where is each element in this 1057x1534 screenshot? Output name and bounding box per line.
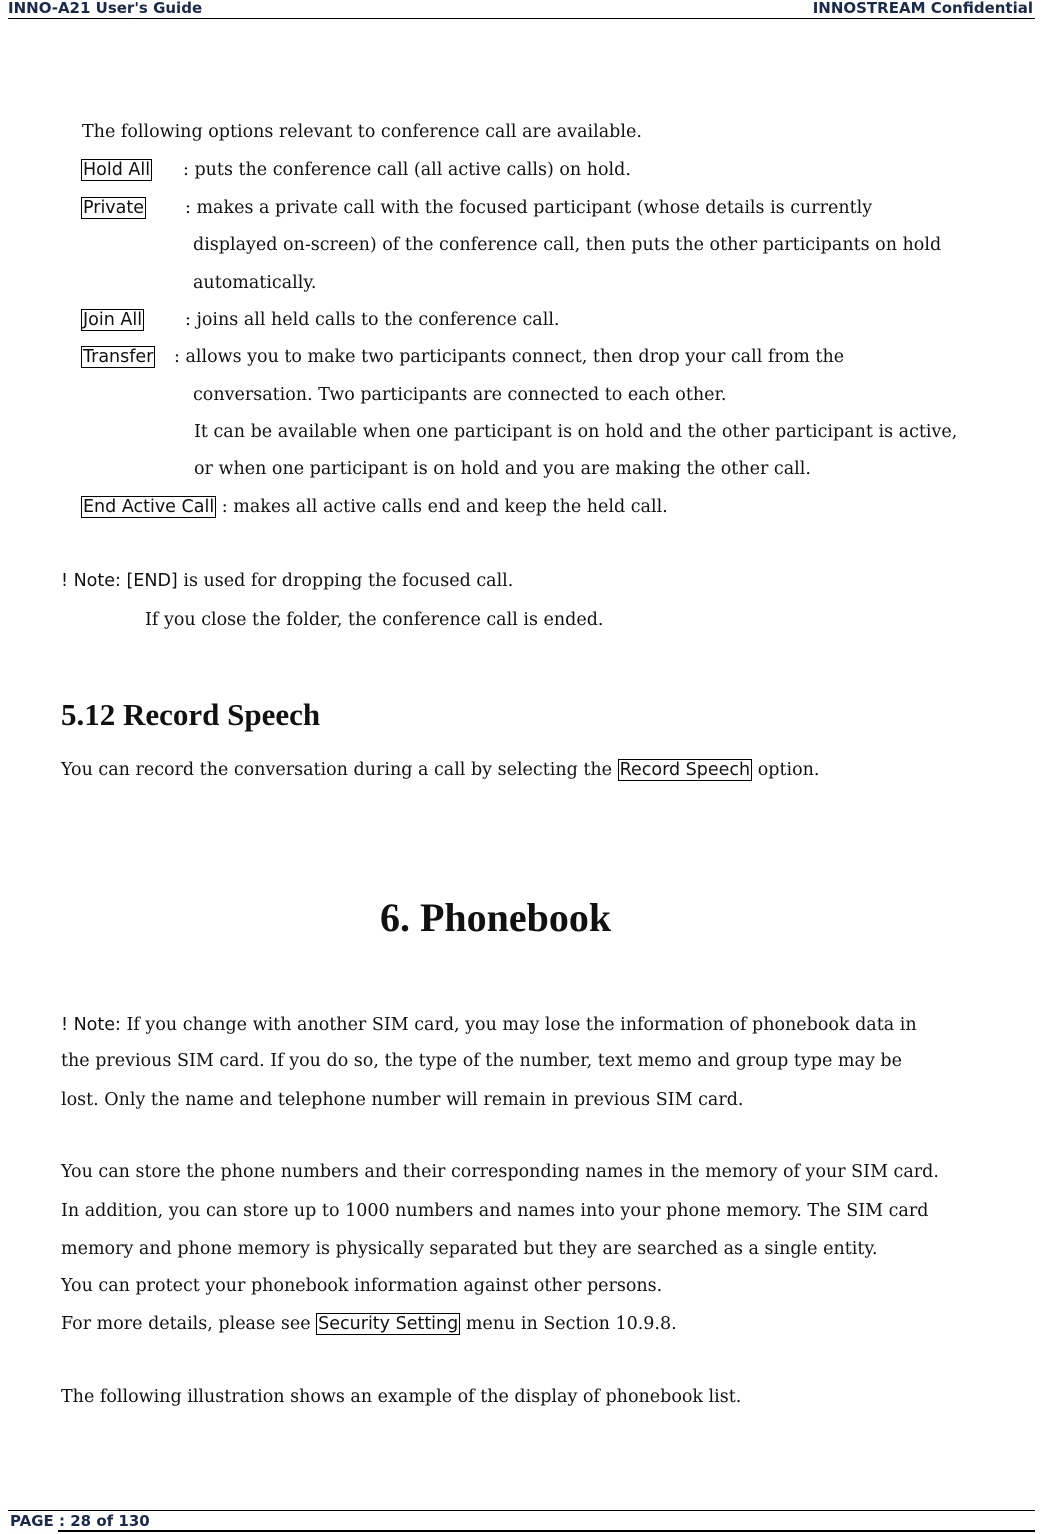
phonebook-para-line-3: memory and phone memory is physically separated but they are searched as a single entity. bbox=[61, 1239, 878, 1259]
record-speech-label: Record Speech bbox=[619, 760, 751, 780]
conference-intro: The following options relevant to conference call are available. bbox=[82, 122, 642, 142]
conference-note bbox=[61, 570, 513, 592]
transfer-desc-1: : allows you to make two participants connect, then drop your call from the bbox=[174, 347, 845, 367]
transfer-desc-3: It can be available when one participant is on hold and the other participant is active, bbox=[194, 422, 958, 442]
note-line-1: is used for dropping the focused call. bbox=[183, 571, 514, 591]
private-option bbox=[81, 197, 146, 219]
hold-all-option bbox=[81, 159, 152, 181]
phonebook-note-line-1 bbox=[61, 1014, 917, 1036]
private-desc-3: automatically. bbox=[193, 273, 317, 293]
transfer-label: Transfer bbox=[83, 347, 154, 367]
phonebook-para-line-4: You can protect your phonebook information against other persons. bbox=[61, 1276, 663, 1296]
hold-all-desc: : puts the conference call (all active calls) on hold. bbox=[183, 160, 631, 180]
record-speech-paragraph bbox=[61, 759, 819, 781]
phonebook-para-line-5 bbox=[61, 1313, 677, 1335]
phonebook-para-line-2: In addition, you can store up to 1000 numbers and names into your phone memory. The SIM card bbox=[61, 1201, 929, 1221]
page-number: PAGE : 28 of 130 bbox=[10, 1512, 150, 1530]
private-label: Private bbox=[83, 198, 145, 218]
record-text-before: You can record the conversation during a call by selecting the bbox=[61, 760, 613, 780]
end-active-call-desc: : makes all active calls end and keep the held call. bbox=[221, 497, 668, 517]
hold-all-label: Hold All bbox=[83, 160, 151, 180]
footer-bottom-rule bbox=[58, 1530, 1035, 1532]
private-desc-2: displayed on-screen) of the conference call, then puts the other participants on hold bbox=[193, 235, 942, 255]
phonebook-para-line-1: You can store the phone numbers and their corresponding names in the memory of your SIM card. bbox=[61, 1162, 939, 1182]
end-active-call-label: End Active Call bbox=[83, 497, 215, 517]
footer-top-rule bbox=[8, 1510, 1035, 1511]
phonebook-note-line-3: lost. Only the name and telephone number will remain in previous SIM card. bbox=[61, 1090, 744, 1110]
phonebook-illustration-intro: The following illustration shows an example of the display of phonebook list. bbox=[61, 1387, 742, 1407]
page-header bbox=[8, 0, 1035, 19]
security-setting-label: Security Setting bbox=[318, 1314, 459, 1334]
transfer-desc-4: or when one participant is on hold and you are making the other call. bbox=[194, 459, 811, 479]
note-line-2: If you close the folder, the conference call is ended. bbox=[145, 610, 604, 630]
note-label: ! Note: bbox=[61, 571, 121, 591]
private-desc-1: : makes a private call with the focused participant (whose details is currently bbox=[185, 198, 873, 218]
phonebook-note-text-1: If you change with another SIM card, you may lose the information of phonebook data in bbox=[126, 1015, 917, 1035]
join-all-desc: : joins all held calls to the conference call. bbox=[185, 310, 560, 330]
phonebook-note-label: ! Note: bbox=[61, 1015, 121, 1035]
join-all-option bbox=[81, 309, 144, 331]
transfer-desc-2: conversation. Two participants are connected to each other. bbox=[193, 385, 727, 405]
security-text-before: For more details, please see bbox=[61, 1314, 311, 1334]
end-key: [END] bbox=[126, 571, 178, 591]
header-confidential: INNOSTREAM Confidential bbox=[812, 0, 1033, 17]
transfer-option bbox=[81, 346, 155, 368]
header-doc-title: INNO-A21 User's Guide bbox=[8, 0, 203, 17]
chapter-heading-phonebook: 6. Phonebook bbox=[380, 895, 612, 940]
phonebook-note-line-2: the previous SIM card. If you do so, the type of the number, text memo and group type may be bbox=[61, 1051, 902, 1071]
end-active-call-option bbox=[81, 496, 668, 518]
security-text-after: menu in Section 10.9.8. bbox=[465, 1314, 677, 1334]
section-heading-record-speech: 5.12 Record Speech bbox=[61, 697, 321, 732]
join-all-label: Join All bbox=[83, 310, 143, 330]
record-text-after: option. bbox=[757, 760, 820, 780]
